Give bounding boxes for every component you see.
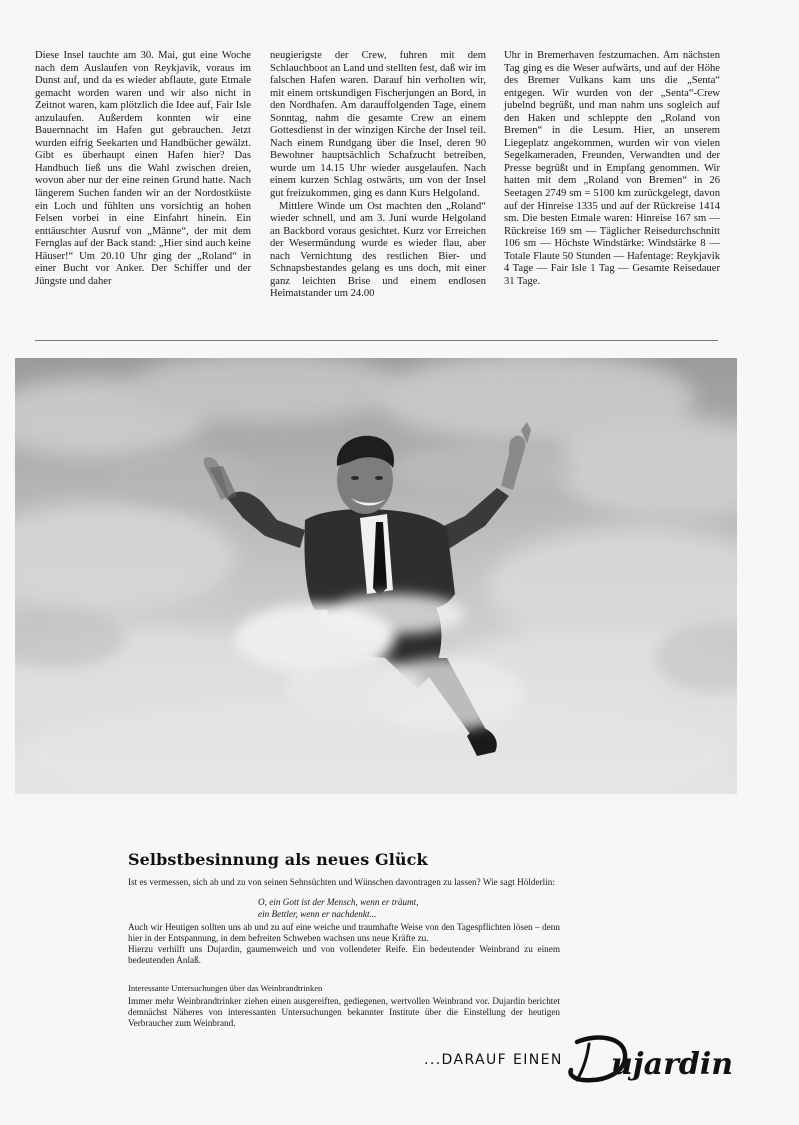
article-paragraph: Uhr in Bremerhaven festzumachen. Am nächsten Tag ging es die Weser aufwärts, und auf der Höhe des Bremer Vulkans kam uns die „Senta“ entgegen. Wir wurden von der „Senta“-Crew jubelnd begrüßt, und man nahm uns sogleich auf den Haken und schleppte den „Roland von Bremen“ in die Lesum. Hier, an unserem Liegeplatz angekommen, wurden wir von vielen Segelkameraden, Freunden, Verwandten und der Presse begrüßt und in Empfang genommen. Wir hatten mit dem „Roland von Bremen“ in 26 Seetagen 2749 sm = 5100 km zurückgelegt, davon auf der Hinreise 1335 und auf der Rückreise 1414 sm. Die besten Etmale waren: Hinreise 167 sm — Rückreise 169 sm — Täglicher Reisedurchschnitt 106 sm — Höchste Windstärke: Windstärke 8 — Totale Flaute 50 Stunden — Hafentage: Reykjavik 4 Tage — Fair Isle 1 Tag — Gesamte Reisedauer 31 Tage. xyxy=(504,50,720,287)
article-column-3 xyxy=(504,50,720,288)
ad-intro-text xyxy=(128,877,560,888)
article-paragraph: Diese Insel tauchte am 30. Mai, gut eine Woche nach dem Auslaufen von Reykjavik, voraus im Dunst auf, und da es wieder abflaute, gute Etmale gemacht worden waren und wir also nicht in Zeitnot waren, kam plötzlich die Idee auf, Fair Isle anzulaufen. Außerdem konnten wir eine Bauernnacht im Hafen gut gebrauchen. Jetzt wurden eifrig Seekarten und Handbücher gewälzt. Gibt es überhaupt einen Hafen hier? Das Handbuch ließ uns die Wahl zwischen dreien, wovon aber nur der eine reinen Grund hatte. Nach längerem Suchen fanden wir an der Nordostküste ein Loch und fühlten uns vorsichtig an hohen Felsen vorbei in eine Einfahrt hinein. Ein enttäuschter Ausruf von „Männe“, der mit dem Fernglas auf der Back stand: „Hier sind auch keine Häuser!“ Um 20.10 Uhr ging der „Roland“ in einer Bucht vor Anker. Der Schiffer und der Jüngste und daher xyxy=(35,50,251,287)
ad-body-text xyxy=(128,922,560,966)
article-paragraph: Mittlere Winde um Ost machten den „Roland“ wieder schnell, und am 3. Juni wurde Helgoland an Backbord voraus gesichtet. Kurz vor Erreichen der Wesermündung wurde es wieder flau, aber nach Vernichtung des restlichen Bier- und Schnapsbestandes gelang es uns doch, mit einer ganz leichten Brise und einem endlosen Heimatstander um 24.00 xyxy=(270,200,486,300)
ad-study-title: Interessante Untersuchungen über das Weinbrandtrinken xyxy=(128,983,323,993)
dujardin-script-logo xyxy=(565,1028,735,1088)
article-paragraph: neugierigste der Crew, fuhren mit dem Schlauchboot an Land und stellten fest, daß wir im falschen Hafen waren. Darauf hin verholten wir, mit einem ortskundigen Fischerjungen an Bord, in den Nordhafen. Am darauffolgenden Tage, einem Sonntag, nahm die gesamte Crew an einem Gottesdienst in der winzigen Kirche der Insel teil. Nach einem Rundgang über die Insel, deren 90 Bewohner hauptsächlich Schafzucht betreiben, wurde um 14.15 Uhr wieder ausgelaufen. Nach einem kurzen Schlag ostwärts, um von der Insel gut freizukommen, ging es dann Kurs Helgoland. xyxy=(270,50,486,200)
article-column-2 xyxy=(270,50,486,301)
ad-headline: Selbstbesinnung als neues Glück xyxy=(128,850,428,869)
ad-study-paragraph: Immer mehr Weinbrandtrinker ziehen einen ausgereiften, gediegenen, wertvollen Weinbrand vor. Dujardin berichtet demnächst Näheres von interessanten Untersuchungen bekannter Institute über die Einstellung der heutigen Verbraucher zum Weinbrand. xyxy=(128,996,560,1028)
article-column-1 xyxy=(35,50,251,288)
ad-body-paragraph-2: Hierzu verhilft uns Dujardin, gaumenweich und von vollendeter Reife. Ein bedeutender Weinbrand zu einem bedeutenden Anlaß. xyxy=(128,944,560,965)
ad-study-text xyxy=(128,996,560,1029)
cloud-photo-illustration xyxy=(15,358,737,794)
divider-rule xyxy=(35,340,718,341)
quote-line-1: O, ein Gott ist der Mensch, wenn er träumt, xyxy=(258,897,419,907)
ad-intro-paragraph: Ist es vermessen, sich ab und zu von seinen Sehnsüchten und Wünschen davontragen zu lassen? Wie sagt Hölderlin: xyxy=(128,877,555,887)
ad-body-paragraph: Auch wir Heutigen sollten uns ab und zu auf eine weiche und traumhafte Weise von den Tagespflichten lösen – denn hier in der Entspannung, in dem befreiten Schweben wachsen uns neue Kräfte zu. xyxy=(128,922,560,943)
ad-photo-man-on-clouds xyxy=(15,358,737,794)
ad-slogan: ...DARAUF EINEN xyxy=(424,1052,563,1068)
quote-line-2: ein Bettler, wenn er nachdenkt... xyxy=(258,908,377,919)
logo-wordmark: ujardin xyxy=(611,1047,734,1082)
ad-hoelderlin-quote xyxy=(258,897,419,920)
dujardin-logo xyxy=(565,1028,735,1088)
